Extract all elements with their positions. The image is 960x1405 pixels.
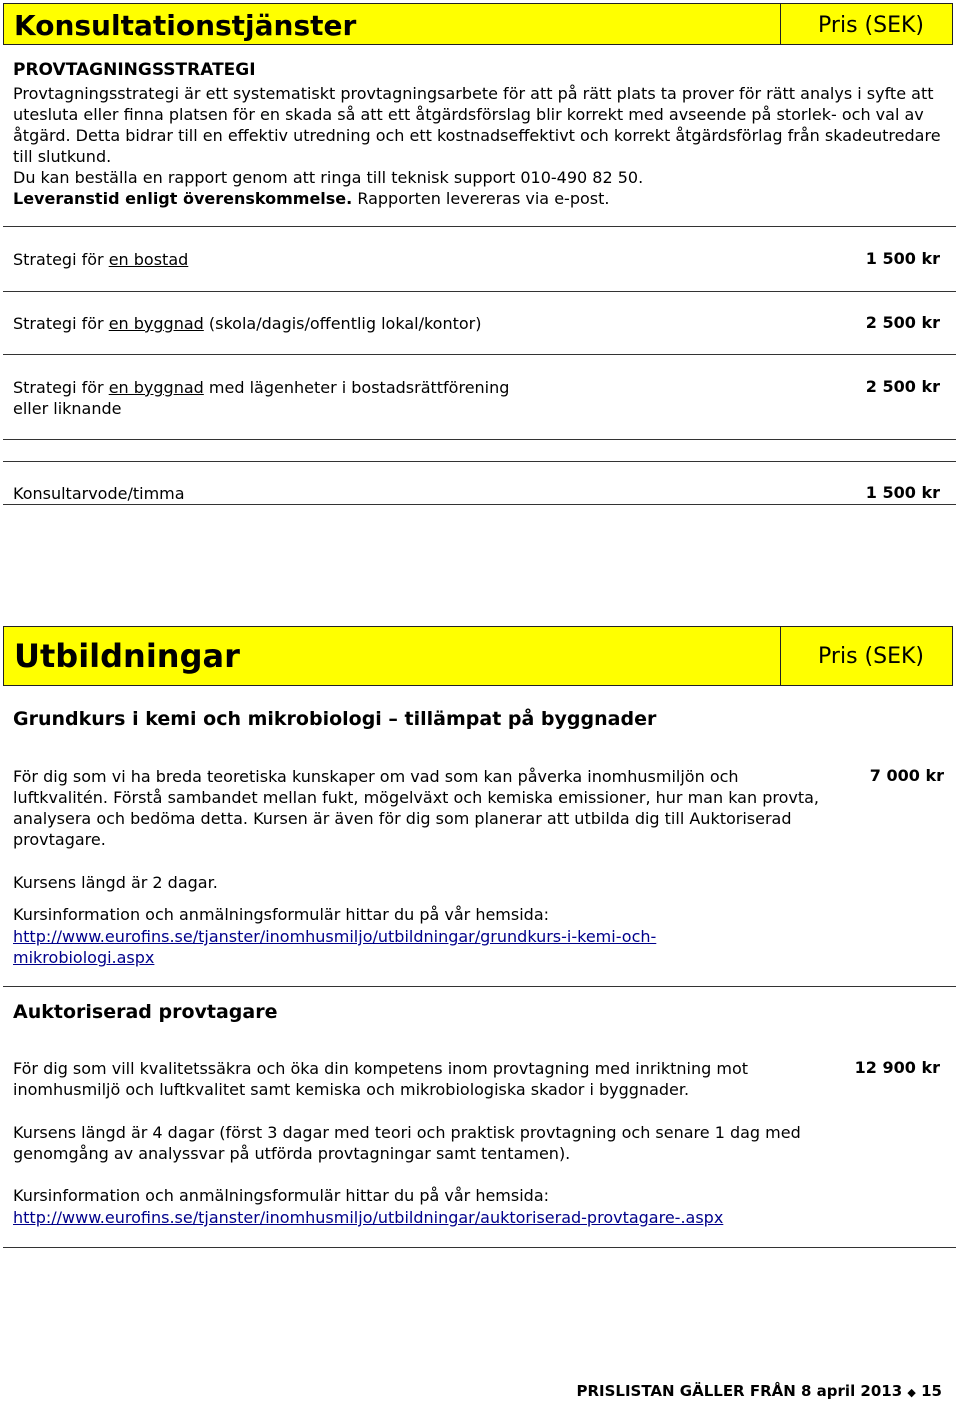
- training-title: Utbildningar: [14, 637, 240, 675]
- divider-line: [3, 354, 956, 355]
- price-row-label: [13, 249, 188, 270]
- divider-line: [3, 986, 956, 987]
- row-text: Strategi för: [13, 250, 109, 269]
- footer-text: PRISLISTAN GÄLLER FRÅN 8 april 2013: [576, 1382, 903, 1400]
- strategy-heading: PROVTAGNINGSSTRATEGI: [13, 60, 256, 80]
- price-row-value: 1 500 kr: [865, 249, 940, 268]
- course-description: För dig som vi ha breda teoretiska kunskaper om vad som kan påverka inomhusmiljön och luftkvalitén. Förstå sambandet mellan fukt, mögelväxt och kemiska emissioner, hur man kan provta, analysera och bedöma detta. Kursen är även för dig som planerar att utbilda dig till Auktoriserad provtagare.: [13, 767, 820, 849]
- divider-line: [3, 439, 956, 440]
- consultation-price-header: Pris (SEK): [818, 13, 924, 38]
- header-divider: [780, 627, 781, 685]
- row-underlined: en bostad: [108, 250, 189, 269]
- price-row-value: 1 500 kr: [865, 483, 940, 502]
- training-header-bar: [3, 626, 953, 686]
- course-description: För dig som vill kvalitetssäkra och öka din kompetens inom provtagning med inriktning mot inomhusmiljö och luftkvalitet samt kemiska och mikrobiologiska skador i byggnader.: [13, 1059, 749, 1099]
- strategy-description: [13, 83, 948, 209]
- diamond-icon: ◆: [907, 1386, 916, 1399]
- divider-line: [3, 504, 956, 505]
- row-text: med lägenheter i bostadsrättförening: [203, 378, 510, 397]
- course-length: Kursens längd är 4 dagar (först 3 dagar med teori och praktisk provtagning och senare 1 dag med genomgång av analyssvar på utförda provtagningar samt tentamen).: [13, 1123, 801, 1163]
- strategy-contact: Du kan beställa en rapport genom att ringa till teknisk support 010-490 82 50.: [13, 168, 644, 187]
- price-row-label: [13, 377, 509, 419]
- divider-line: [3, 226, 956, 227]
- row-text: eller liknande: [13, 399, 122, 418]
- price-row-label: Konsultarvode/timma: [13, 484, 185, 503]
- course-heading: Auktoriserad provtagare: [13, 1001, 278, 1023]
- course-heading: Grundkurs i kemi och mikrobiologi – tillämpat på byggnader: [13, 708, 657, 730]
- strategy-delivery-bold: Leveranstid enligt överenskommelse.: [13, 189, 353, 208]
- price-row-value: 2 500 kr: [865, 313, 940, 332]
- course-info: Kursinformation och anmälningsformulär hittar du på vår hemsida:: [13, 1186, 550, 1205]
- row-underlined: en byggnad: [108, 314, 204, 333]
- course-price: 7 000 kr: [869, 766, 944, 785]
- course-link-line[interactable]: mikrobiologi.aspx: [13, 948, 155, 967]
- footer: [576, 1382, 942, 1400]
- divider-line: [3, 291, 956, 292]
- row-text: Strategi för: [13, 314, 109, 333]
- strategy-delivery-rest: Rapporten levereras via e-post.: [352, 189, 610, 208]
- consultation-header-bar: [3, 3, 953, 45]
- course-link[interactable]: http://www.eurofins.se/tjanster/inomhusmiljo/utbildningar/auktoriserad-provtagare-.aspx: [13, 1208, 724, 1227]
- row-text: Strategi för: [13, 378, 109, 397]
- price-row-value: 2 500 kr: [865, 377, 940, 396]
- price-row-label: [13, 313, 481, 334]
- course-info: Kursinformation och anmälningsformulär hittar du på vår hemsida:: [13, 905, 550, 924]
- row-text: (skola/dagis/offentlig lokal/kontor): [203, 314, 482, 333]
- course-length: Kursens längd är 2 dagar.: [13, 873, 218, 892]
- course-price: 12 900 kr: [854, 1058, 940, 1077]
- course-link[interactable]: [13, 926, 656, 968]
- strategy-paragraph: Provtagningsstrategi är ett systematiskt provtagningsarbete för att på rätt plats ta prover för rätt analys i syfte att utesluta eller finna platsen för en skada så att ett åtgärdsförslag blir korrekt med avseende på storlek- och val av åtgärd. Detta bidrar till en effektiv utredning och ett kostnadseffektivt och korrekt åtgärdsförlag från skadeutredare till slutkund.: [13, 84, 941, 166]
- page-number: 15: [921, 1382, 942, 1400]
- divider-line: [3, 1247, 956, 1248]
- course-link-line[interactable]: http://www.eurofins.se/tjanster/inomhusmiljo/utbildningar/grundkurs-i-kemi-och-: [13, 927, 657, 946]
- divider-line: [3, 461, 956, 462]
- row-underlined: en byggnad: [108, 378, 204, 397]
- header-divider: [780, 4, 781, 44]
- training-price-header: Pris (SEK): [818, 644, 924, 669]
- consultation-title: Konsultationstjänster: [14, 9, 357, 42]
